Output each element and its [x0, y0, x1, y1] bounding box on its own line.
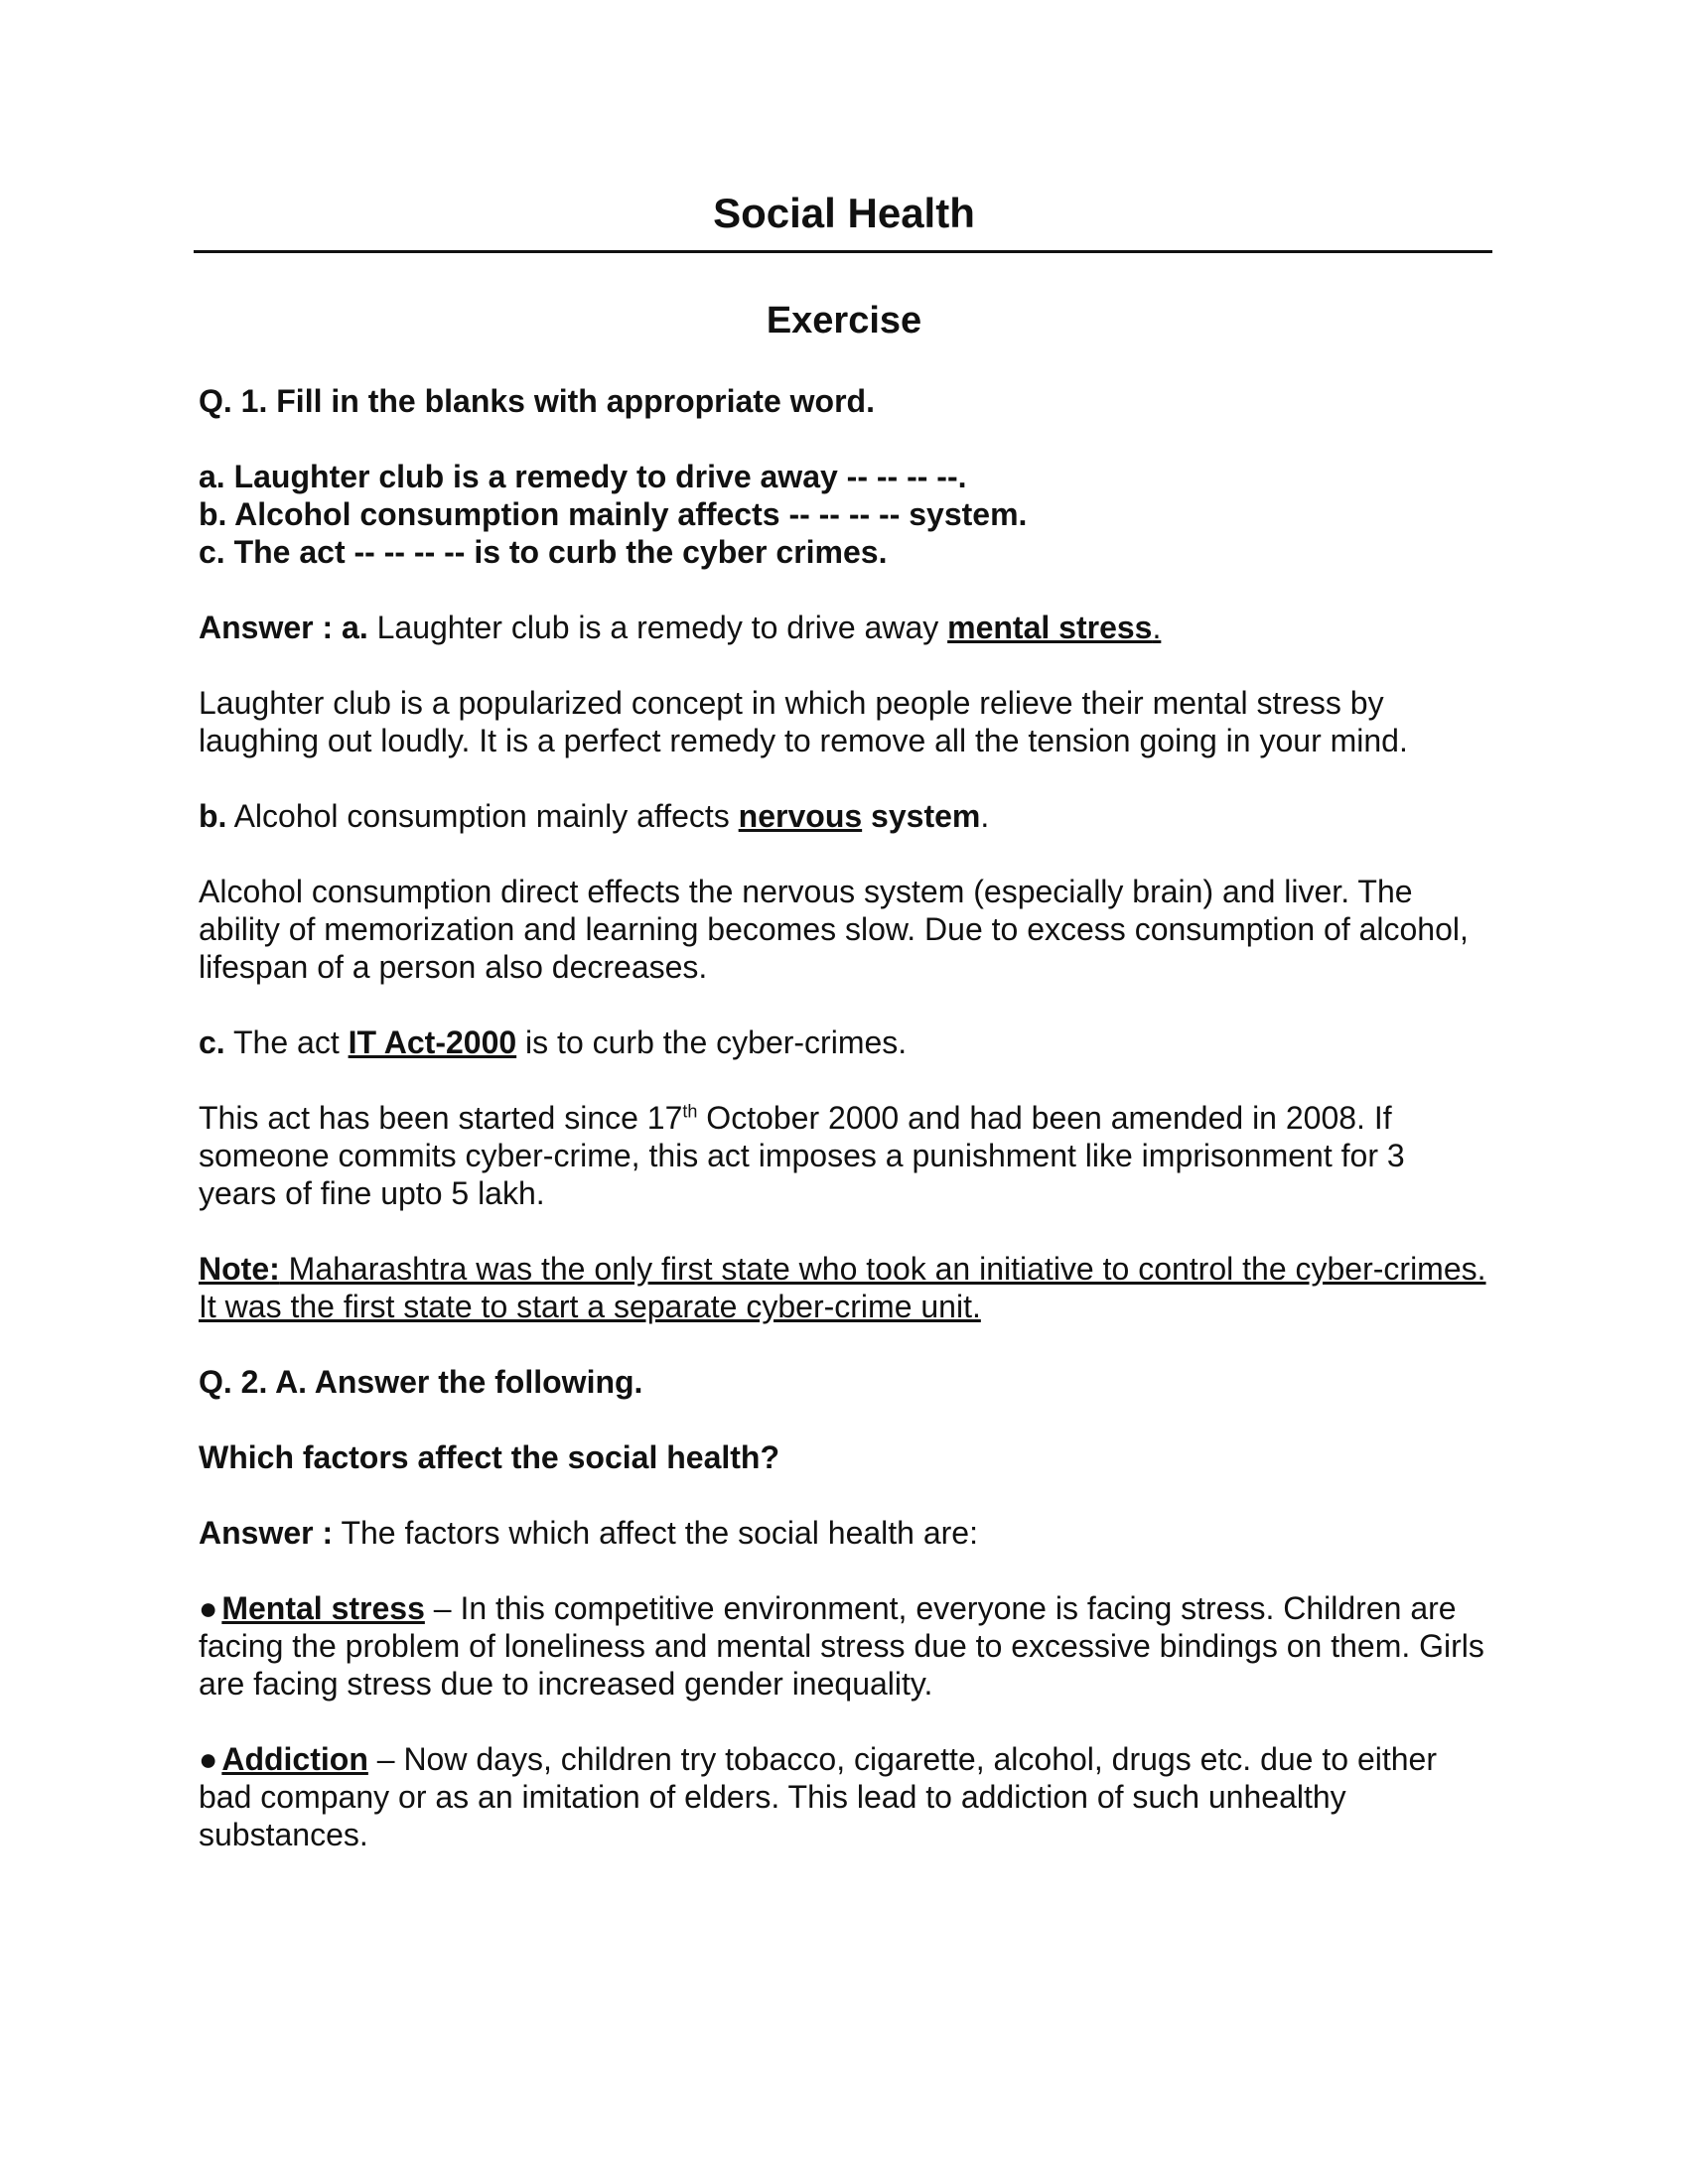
bullet-item	[199, 1740, 1489, 1853]
page-title: Social Health	[713, 190, 975, 236]
document-page	[199, 189, 1489, 1853]
q1-item-c: c. The act -- -- -- -- is to curb the cyber crimes.	[199, 533, 888, 570]
paragraph-c-sup: th	[682, 1101, 698, 1122]
answer-a-end: .	[1152, 609, 1162, 645]
answer-b	[199, 797, 1489, 835]
bullet-term: Addiction	[221, 1740, 368, 1777]
bullet-term: Mental stress	[221, 1589, 425, 1626]
paragraph-c	[199, 1099, 1489, 1212]
answer-a-blank: mental stress	[947, 609, 1153, 645]
bullet-icon: ●	[199, 1589, 218, 1626]
answer-c	[199, 1024, 1489, 1061]
bullet-icon: ●	[199, 1740, 218, 1777]
answer-b-suffix: system	[862, 797, 981, 834]
note	[199, 1250, 1489, 1325]
answer-b-blank: nervous	[738, 797, 863, 834]
answer-b-end: .	[980, 797, 990, 834]
answer-c-end: is to curb the cyber-crimes.	[516, 1024, 908, 1060]
answer-c-text: The act	[224, 1024, 349, 1060]
answer-a	[199, 609, 1489, 646]
answer-b-text: Alcohol consumption mainly affects	[226, 797, 739, 834]
answer-b-label: b.	[199, 797, 227, 834]
answer-c-label: c.	[199, 1024, 225, 1060]
paragraph-c-after: October 2000 and had been amended in 2008. If someone commits cyber-crime, this act imposes a punishment like imprisonment for 3 years of fine upto 5 lakh.	[199, 1099, 1405, 1211]
q1-heading: Q. 1. Fill in the blanks with appropriate word.	[199, 382, 875, 419]
q2-answer-text: The factors which affect the social health are:	[333, 1514, 978, 1551]
bullet-text: – Now days, children try tobacco, cigarette, alcohol, drugs etc. due to either bad company or as an imitation of elders. This lead to addiction of such unhealthy substances.	[199, 1740, 1437, 1852]
note-text: Maharashtra was the only first state who took an initiative to control the cyber-crimes. It was the first state to start a separate cyber-crime unit.	[199, 1250, 1486, 1324]
q1-item-a: a. Laughter club is a remedy to drive away -- -- -- --.	[199, 458, 967, 494]
paragraph-c-before: This act has been started since 17	[199, 1099, 683, 1136]
q2-answer-label: Answer :	[199, 1514, 334, 1551]
paragraph-a: Laughter club is a popularized concept in which people relieve their mental stress by laughing out loudly. It is a perfect remedy to remove all the tension going in your mind.	[199, 684, 1408, 758]
bullet-text: – In this competitive environment, everyone is facing stress. Children are facing the problem of loneliness and mental stress due to excessive bindings on them. Girls are facing stress due to increased gender inequality.	[199, 1589, 1484, 1702]
q1-blanks-list	[199, 458, 1489, 571]
section-subtitle: Exercise	[766, 300, 922, 342]
answer-a-text: Laughter club is a remedy to drive away	[367, 609, 948, 645]
answer-a-label: Answer : a.	[199, 609, 368, 645]
q2-heading: Q. 2. A. Answer the following.	[199, 1363, 643, 1400]
q2-answer	[199, 1514, 1489, 1552]
q1-item-b: b. Alcohol consumption mainly affects -- -- -- -- system.	[199, 495, 1028, 532]
q2-question: Which factors affect the social health?	[199, 1438, 779, 1475]
paragraph-b: Alcohol consumption direct effects the nervous system (especially brain) and liver. The ability of memorization and learning becomes slow. Due to excess consumption of alcohol, lifespan of a person also decreases.	[199, 873, 1469, 985]
bullet-item	[199, 1589, 1489, 1703]
note-label: Note:	[199, 1250, 280, 1287]
answer-c-blank: IT Act-2000	[348, 1024, 517, 1060]
title-divider	[194, 250, 1492, 253]
